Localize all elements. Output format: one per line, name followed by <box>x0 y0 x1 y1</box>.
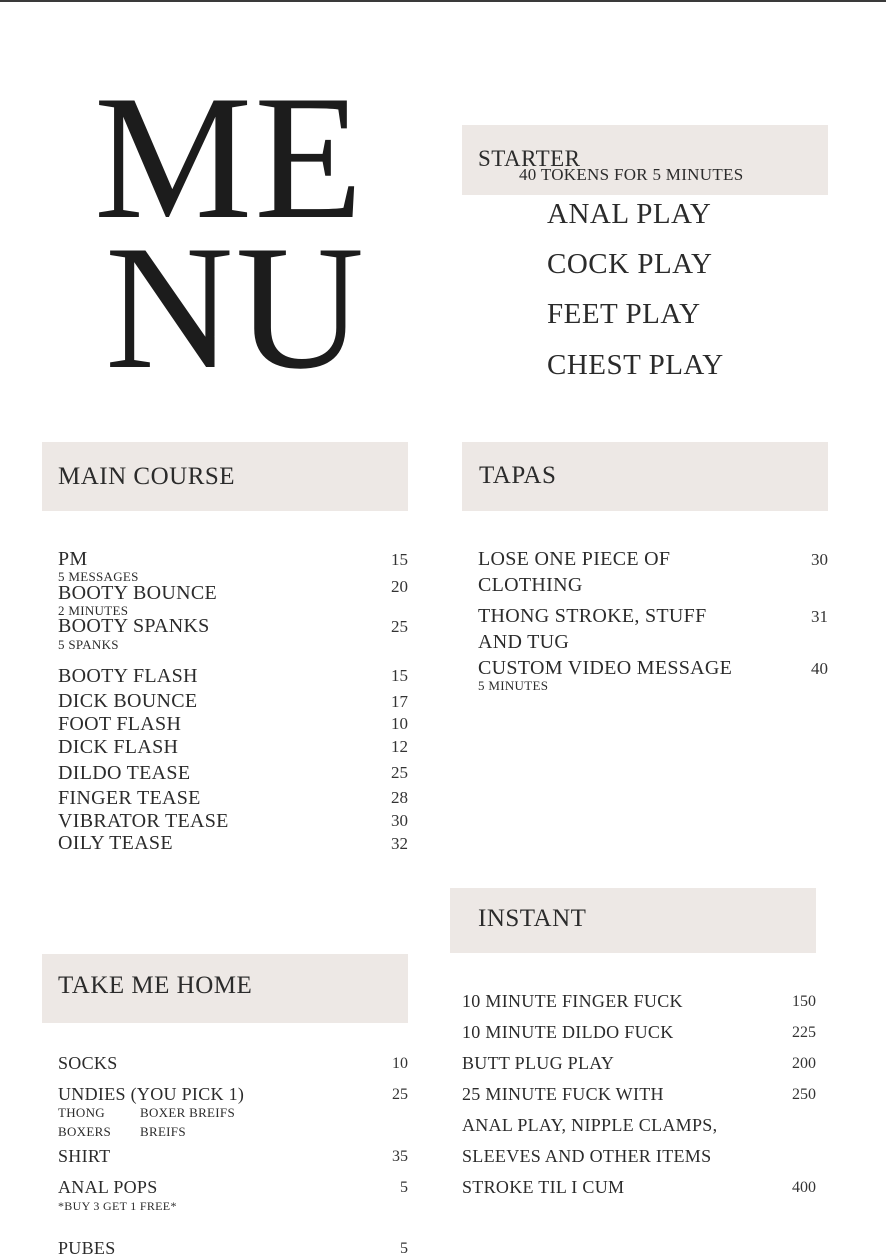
tapas-item-line1: CUSTOM VIDEO MESSAGE <box>478 657 733 679</box>
main-item-price: 32 <box>391 834 408 853</box>
tapas-heading: TAPAS <box>479 462 557 489</box>
instant-item-price: 200 <box>792 1055 816 1072</box>
tapas-item-sub: 5 MINUTES <box>478 678 549 693</box>
home-item-sub: *BUY 3 GET 1 FREE* <box>58 1199 177 1213</box>
home-item-price: 5 <box>400 1240 408 1256</box>
main-item-price: 28 <box>391 788 408 807</box>
instant-item-name: 10 MINUTE DILDO FUCK <box>462 1022 674 1042</box>
home-item-price: 5 <box>400 1179 408 1196</box>
instant-item-name: STROKE TIL I CUM <box>462 1177 625 1197</box>
take-me-home-heading: TAKE ME HOME <box>58 972 253 999</box>
main-item-name: VIBRATOR TEASE <box>58 810 229 832</box>
main-course-heading: MAIN COURSE <box>58 463 236 490</box>
home-item-price: 10 <box>392 1055 408 1072</box>
home-item-option: BOXER BREIFS <box>140 1105 235 1120</box>
tapas-item-line2: AND TUG <box>478 631 570 653</box>
main-item-name: FOOT FLASH <box>58 713 182 735</box>
tapas-item-price: 31 <box>811 607 828 626</box>
main-item-price: 25 <box>391 763 408 782</box>
tapas-item-line1: LOSE ONE PIECE OF <box>478 548 671 570</box>
tapas-item-line1: THONG STROKE, STUFF <box>478 605 707 627</box>
main-item-name: DILDO TEASE <box>58 762 191 784</box>
instant-item-name: 10 MINUTE FINGER FUCK <box>462 991 683 1011</box>
home-item-name: SHIRT <box>58 1146 111 1166</box>
main-item-price: 10 <box>391 714 408 733</box>
main-item-price: 20 <box>391 577 408 596</box>
main-item-sub: 5 SPANKS <box>58 637 119 652</box>
main-item-name: BOOTY BOUNCE <box>58 582 217 604</box>
home-item-price: 35 <box>392 1148 408 1165</box>
instant-item-name: ANAL PLAY, NIPPLE CLAMPS, <box>462 1115 718 1135</box>
starter-item-feet-play: FEET PLAY <box>547 298 701 330</box>
main-item-price: 12 <box>391 737 408 756</box>
instant-heading: INSTANT <box>478 905 587 932</box>
home-item-option: BREIFS <box>140 1124 186 1139</box>
tapas-item-line2: CLOTHING <box>478 574 583 596</box>
main-item-name: DICK FLASH <box>58 736 179 758</box>
main-item-name: BOOTY FLASH <box>58 665 198 687</box>
top-border <box>0 0 886 2</box>
main-item-price: 15 <box>391 550 408 569</box>
instant-item-price: 150 <box>792 993 816 1010</box>
instant-item-price: 225 <box>792 1024 816 1041</box>
main-item-name: PM <box>58 548 88 570</box>
tapas-item-price: 40 <box>811 659 828 678</box>
instant-item-price: 400 <box>792 1179 816 1196</box>
menu-title-line1: ME <box>94 58 365 256</box>
home-item-name: UNDIES (YOU PICK 1) <box>58 1084 245 1104</box>
instant-item-price: 250 <box>792 1086 816 1103</box>
starter-item-anal-play: ANAL PLAY <box>547 198 712 230</box>
starter-note: 40 TOKENS FOR 5 MINUTES <box>519 165 744 184</box>
home-item-option: BOXERS <box>58 1124 112 1139</box>
home-item-name: ANAL POPS <box>58 1177 158 1197</box>
home-item-price: 25 <box>392 1086 408 1103</box>
starter-item-chest-play: CHEST PLAY <box>547 349 724 381</box>
instant-item-name: BUTT PLUG PLAY <box>462 1053 615 1073</box>
main-item-price: 15 <box>391 666 408 685</box>
starter-item-cock-play: COCK PLAY <box>547 248 713 280</box>
main-item-name: OILY TEASE <box>58 832 173 854</box>
main-item-sub: 5 MESSAGES <box>58 569 139 584</box>
main-item-name: BOOTY SPANKS <box>58 615 210 637</box>
main-item-price: 25 <box>391 617 408 636</box>
home-item-name: SOCKS <box>58 1053 118 1073</box>
instant-item-name: SLEEVES AND OTHER ITEMS <box>462 1146 712 1166</box>
instant-item-name: 25 MINUTE FUCK WITH <box>462 1084 664 1104</box>
main-item-price: 17 <box>391 692 408 711</box>
main-item-name: FINGER TEASE <box>58 787 201 809</box>
menu-title-line2: NU <box>105 208 367 406</box>
home-item-name: PUBES <box>58 1238 116 1256</box>
main-item-price: 30 <box>391 811 408 830</box>
main-item-sub: 2 MINUTES <box>58 603 129 618</box>
tapas-item-price: 30 <box>811 550 828 569</box>
main-item-name: DICK BOUNCE <box>58 690 198 712</box>
starter-heading: STARTER <box>478 146 581 171</box>
home-item-option: THONG <box>58 1105 105 1120</box>
